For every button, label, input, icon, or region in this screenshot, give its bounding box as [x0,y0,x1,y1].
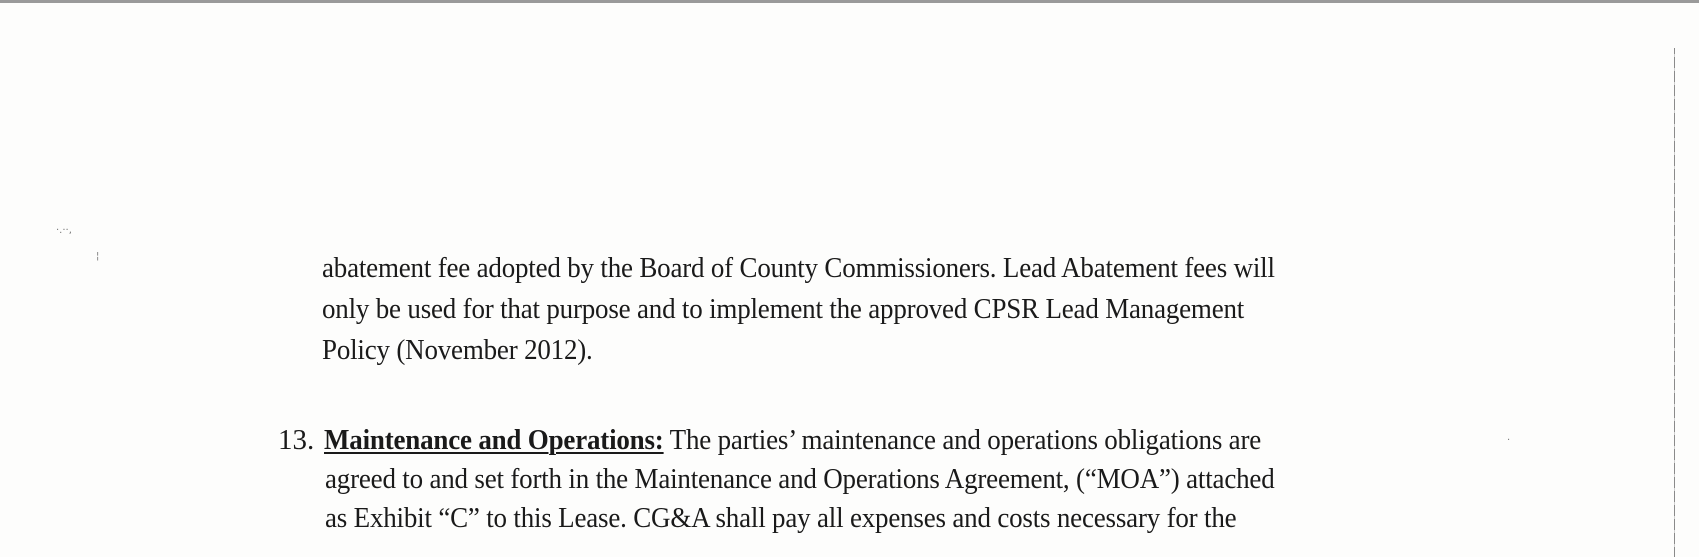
section-line-2: agreed to and set forth in the Maintenance and Operations Agreement, (“MOA”) attached [325,463,1275,495]
section-first-line-text: The parties’ maintenance and operations obligations are [663,424,1262,456]
paragraph-line-2: only be used for that purpose and to implement the approved CPSR Lead Management [322,293,1245,325]
paragraph-line-1: abatement fee adopted by the Board of County Commissioners. Lead Abatement fees will [322,252,1275,284]
right-page-edge [1674,48,1675,557]
section-number: 13. [278,424,315,456]
scan-speck: ·.··, [56,225,72,236]
section-13-first-line [324,424,1261,457]
paragraph-line-3: Policy (November 2012). [322,334,593,366]
top-page-edge [0,0,1699,3]
section-line-3: as Exhibit “C” to this Lease. CG&A shall pay all expenses and costs necessary for the [325,502,1237,534]
scan-speck: · [1507,435,1511,446]
section-heading: Maintenance and Operations: [324,424,664,456]
scan-speck: ¦ [96,251,100,262]
